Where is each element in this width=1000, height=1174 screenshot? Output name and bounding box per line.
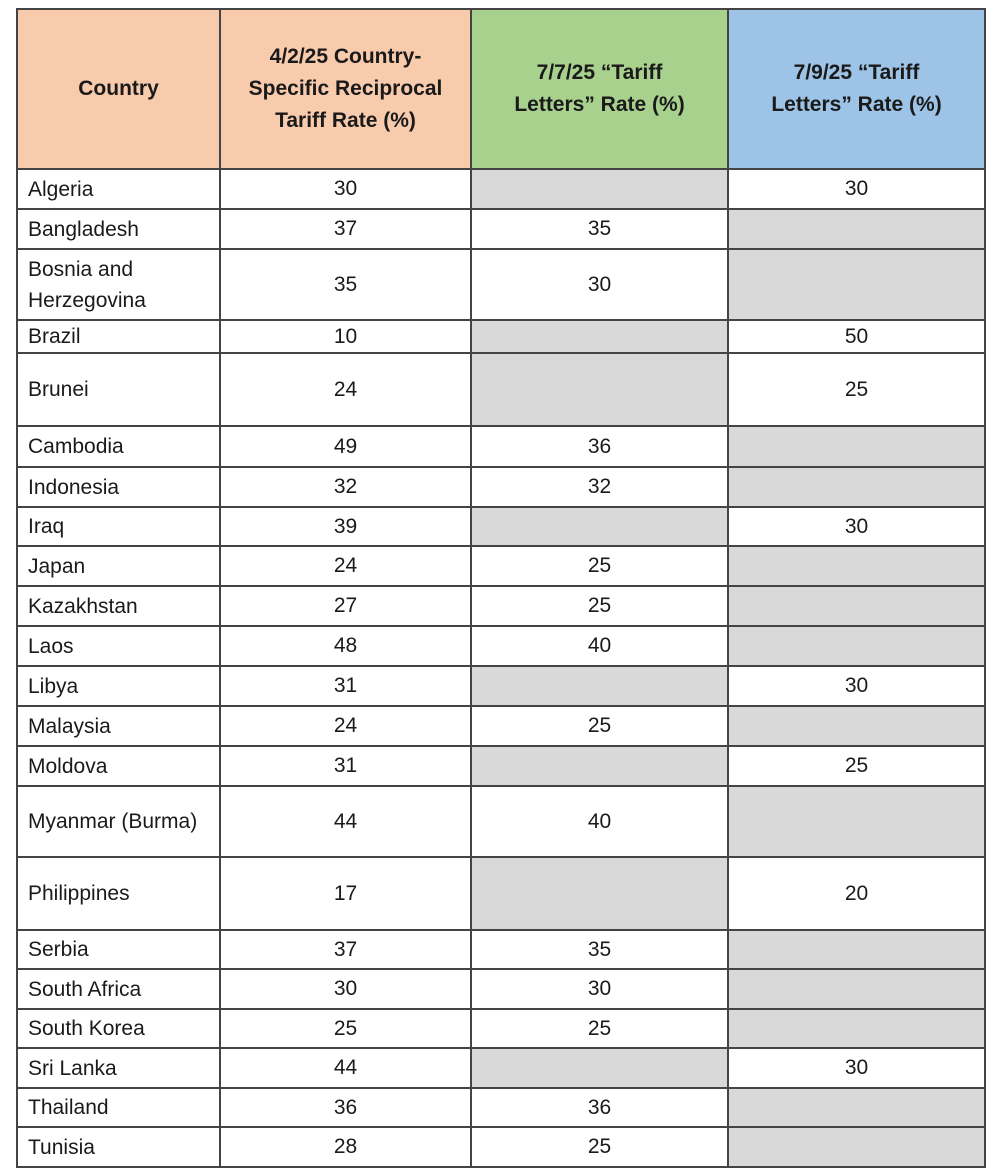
rate-cell-rate-0709 (728, 706, 985, 746)
table-row (17, 1127, 985, 1167)
header-rate-0709-label: 7/9/25 “Tariff Letters” Rate (%) (771, 61, 942, 116)
rate-cell-rate-0402: 44 (220, 1048, 471, 1088)
country-cell: Japan (17, 546, 220, 586)
table-row (17, 353, 985, 426)
table-row (17, 969, 985, 1009)
rate-cell-rate-0707: 30 (471, 969, 728, 1009)
rate-cell-rate-0707 (471, 746, 728, 786)
table-row (17, 546, 985, 586)
table-row (17, 1009, 985, 1048)
country-cell: Laos (17, 626, 220, 666)
rate-cell-rate-0707: 40 (471, 786, 728, 857)
country-cell: South Africa (17, 969, 220, 1009)
header-rate-0709 (728, 9, 985, 169)
rate-cell-rate-0402: 37 (220, 209, 471, 249)
table-row (17, 320, 985, 353)
country-cell: Cambodia (17, 426, 220, 467)
country-cell: Moldova (17, 746, 220, 786)
header-rate-0707 (471, 9, 728, 169)
rate-cell-rate-0402: 30 (220, 969, 471, 1009)
rate-cell-rate-0707: 40 (471, 626, 728, 666)
country-cell: Indonesia (17, 467, 220, 507)
country-cell: Bangladesh (17, 209, 220, 249)
table-row (17, 706, 985, 746)
rate-cell-rate-0707 (471, 507, 728, 546)
rate-cell-rate-0402: 36 (220, 1088, 471, 1127)
rate-cell-rate-0707: 32 (471, 467, 728, 507)
table-row (17, 666, 985, 706)
rate-cell-rate-0402: 27 (220, 586, 471, 626)
table-row (17, 467, 985, 507)
country-cell: Libya (17, 666, 220, 706)
table-row (17, 857, 985, 930)
rate-cell-rate-0709 (728, 786, 985, 857)
rate-cell-rate-0707 (471, 169, 728, 209)
rate-cell-rate-0709: 30 (728, 666, 985, 706)
rate-cell-rate-0402: 24 (220, 546, 471, 586)
rate-cell-rate-0707 (471, 857, 728, 930)
rate-cell-rate-0707 (471, 1048, 728, 1088)
header-country-label: Country (78, 77, 159, 100)
rate-cell-rate-0707 (471, 666, 728, 706)
rate-cell-rate-0402: 35 (220, 249, 471, 320)
table-row (17, 169, 985, 209)
rate-cell-rate-0709 (728, 546, 985, 586)
rate-cell-rate-0709 (728, 1088, 985, 1127)
country-cell: Iraq (17, 507, 220, 546)
rate-cell-rate-0709 (728, 1127, 985, 1167)
country-cell: Serbia (17, 930, 220, 969)
country-cell: Brazil (17, 320, 220, 353)
country-cell: Malaysia (17, 706, 220, 746)
rate-cell-rate-0709 (728, 586, 985, 626)
rate-cell-rate-0402: 39 (220, 507, 471, 546)
country-cell: Algeria (17, 169, 220, 209)
country-cell: Thailand (17, 1088, 220, 1127)
header-row (17, 9, 985, 169)
table-row (17, 249, 985, 320)
rate-cell-rate-0707: 25 (471, 546, 728, 586)
header-rate-0402-label: 4/2/25 Country-Specific Reciprocal Tariff Rate (%) (248, 45, 443, 132)
rate-cell-rate-0402: 31 (220, 666, 471, 706)
header-country (17, 9, 220, 169)
rate-cell-rate-0709: 20 (728, 857, 985, 930)
rate-cell-rate-0707 (471, 353, 728, 426)
rate-cell-rate-0709: 30 (728, 507, 985, 546)
country-cell: Kazakhstan (17, 586, 220, 626)
rate-cell-rate-0402: 31 (220, 746, 471, 786)
table-body (17, 169, 985, 1167)
rate-cell-rate-0709 (728, 426, 985, 467)
rate-cell-rate-0709 (728, 209, 985, 249)
table-row (17, 1088, 985, 1127)
table-row (17, 586, 985, 626)
rate-cell-rate-0709 (728, 969, 985, 1009)
table-row (17, 786, 985, 857)
country-cell: Tunisia (17, 1127, 220, 1167)
table-row (17, 1048, 985, 1088)
rate-cell-rate-0707: 36 (471, 1088, 728, 1127)
table-row (17, 626, 985, 666)
country-cell: Philippines (17, 857, 220, 930)
rate-cell-rate-0709 (728, 467, 985, 507)
table-row (17, 426, 985, 467)
rate-cell-rate-0707: 25 (471, 1009, 728, 1048)
rate-cell-rate-0709 (728, 930, 985, 969)
rate-cell-rate-0709 (728, 249, 985, 320)
rate-cell-rate-0709: 25 (728, 353, 985, 426)
table-row (17, 507, 985, 546)
rate-cell-rate-0709: 30 (728, 1048, 985, 1088)
rate-cell-rate-0402: 32 (220, 467, 471, 507)
rate-cell-rate-0707: 36 (471, 426, 728, 467)
rate-cell-rate-0402: 44 (220, 786, 471, 857)
country-cell: Brunei (17, 353, 220, 426)
country-cell: Sri Lanka (17, 1048, 220, 1088)
rate-cell-rate-0709: 30 (728, 169, 985, 209)
rate-cell-rate-0707: 25 (471, 586, 728, 626)
country-cell: Myanmar (Burma) (17, 786, 220, 857)
table-header (17, 9, 985, 169)
rate-cell-rate-0707: 35 (471, 930, 728, 969)
table-row (17, 930, 985, 969)
rate-cell-rate-0709 (728, 1009, 985, 1048)
tariff-table-container (16, 8, 986, 1168)
rate-cell-rate-0707: 30 (471, 249, 728, 320)
rate-cell-rate-0402: 10 (220, 320, 471, 353)
rate-cell-rate-0707: 25 (471, 1127, 728, 1167)
rate-cell-rate-0709: 50 (728, 320, 985, 353)
rate-cell-rate-0402: 48 (220, 626, 471, 666)
table-row (17, 209, 985, 249)
rate-cell-rate-0402: 37 (220, 930, 471, 969)
country-cell: Bosnia and Herzegovina (17, 249, 220, 320)
header-rate-0402 (220, 9, 471, 169)
rate-cell-rate-0707: 25 (471, 706, 728, 746)
country-cell: South Korea (17, 1009, 220, 1048)
rate-cell-rate-0709 (728, 626, 985, 666)
tariff-rates-table (16, 8, 986, 1168)
rate-cell-rate-0402: 30 (220, 169, 471, 209)
rate-cell-rate-0402: 24 (220, 353, 471, 426)
rate-cell-rate-0402: 49 (220, 426, 471, 467)
table-row (17, 746, 985, 786)
rate-cell-rate-0402: 25 (220, 1009, 471, 1048)
rate-cell-rate-0402: 28 (220, 1127, 471, 1167)
rate-cell-rate-0707 (471, 320, 728, 353)
rate-cell-rate-0402: 17 (220, 857, 471, 930)
rate-cell-rate-0707: 35 (471, 209, 728, 249)
header-rate-0707-label: 7/7/25 “Tariff Letters” Rate (%) (514, 61, 685, 116)
rate-cell-rate-0402: 24 (220, 706, 471, 746)
rate-cell-rate-0709: 25 (728, 746, 985, 786)
